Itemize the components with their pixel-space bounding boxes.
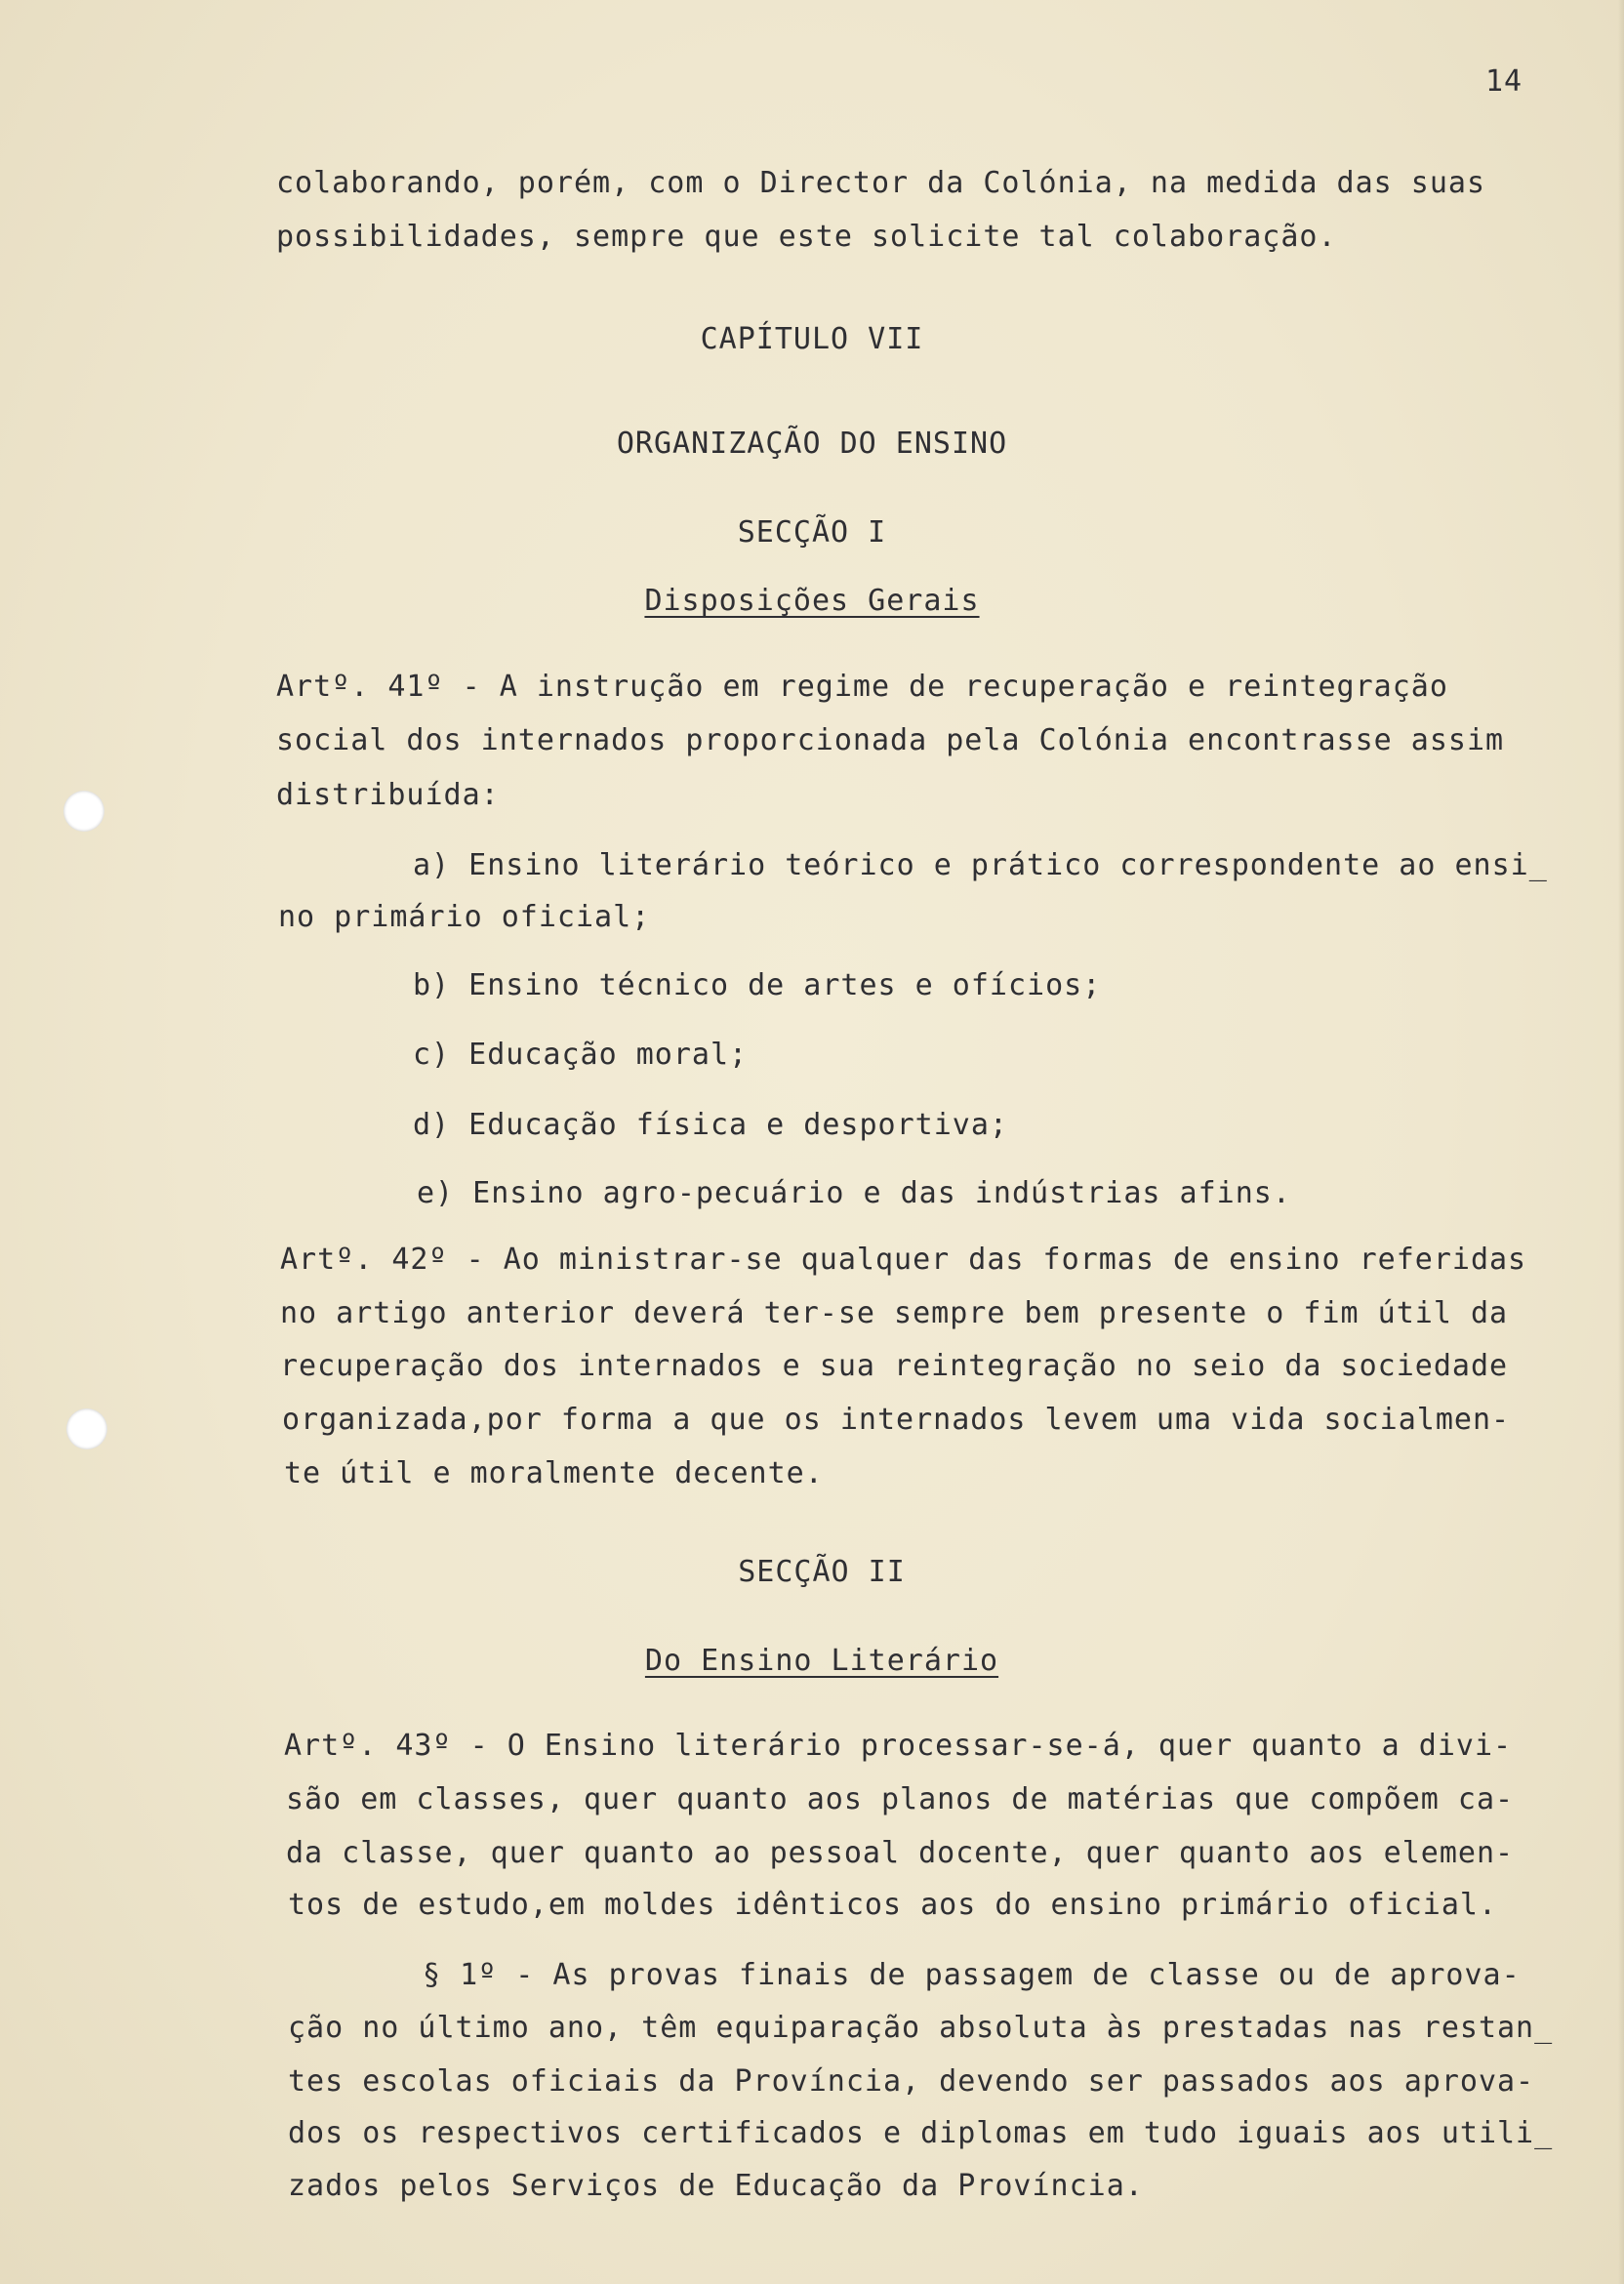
paragraph-1-line: ção no último ano, têm equiparação absoluta às prestadas nas restan_ <box>288 2011 1554 2045</box>
list-item: no primário oficial; <box>278 900 651 934</box>
list-item: a) Ensino literário teórico e prático correspondente ao ensi_ <box>413 848 1548 882</box>
punch-hole-icon <box>66 1408 107 1449</box>
article-42-line: no artigo anterior deverá ter-se sempre bem presente o fim útil da <box>280 1296 1509 1330</box>
section-subtitle: Do Ensino Literário <box>644 1644 999 1678</box>
paragraph-1-line: zados pelos Serviços de Educação da Província. <box>288 2169 1144 2203</box>
chapter-heading: CAPÍTULO VII <box>700 322 924 356</box>
list-item: c) Educação moral; <box>413 1038 749 1072</box>
article-41-line: Artº. 41º - A instrução em regime de recuperação e reintegração <box>276 670 1448 704</box>
section-heading: SECÇÃO I <box>737 515 887 550</box>
list-item: e) Ensino agro-pecuário e das indústrias afins. <box>417 1176 1291 1210</box>
section-heading: SECÇÃO II <box>738 1555 906 1589</box>
article-41-line: distribuída: <box>276 778 500 812</box>
chapter-title: ORGANIZAÇÃO DO ENSINO <box>616 427 1008 461</box>
article-42-line: organizada,por forma a que os internados levem uma vida socialmen- <box>282 1403 1511 1437</box>
article-41-line: social dos internados proporcionada pela Colónia encontrasse assim <box>276 723 1505 757</box>
list-item: d) Educação física e desportiva; <box>413 1108 1008 1142</box>
article-42-line: recuperação dos internados e sua reintegração no seio da sociedade <box>280 1349 1509 1383</box>
article-43-line: são em classes, quer quanto aos planos de matérias que compõem ca- <box>286 1782 1515 1816</box>
punch-hole-icon <box>63 791 104 832</box>
text-line: colaborando, porém, com o Director da Colónia, na medida das suas <box>276 166 1485 200</box>
article-42-line: Artº. 42º - Ao ministrar-se qualquer das formas de ensino referidas <box>280 1243 1527 1277</box>
text-line: possibilidades, sempre que este solicite tal colaboração. <box>276 220 1337 254</box>
paragraph-1-line: dos os respectivos certificados e diplomas em tudo iguais aos utili_ <box>288 2116 1554 2150</box>
article-43-line: da classe, quer quanto ao pessoal docente, quer quanto aos elemen- <box>286 1836 1515 1870</box>
section-subtitle: Disposições Gerais <box>644 584 980 618</box>
paragraph-1-line: tes escolas oficiais da Província, devendo ser passados aos aprova- <box>288 2064 1535 2099</box>
article-43-line: Artº. 43º - O Ensino literário processar-se-á, quer quanto a divi- <box>284 1729 1513 1763</box>
paragraph-1-line: § 1º - As provas finais de passagem de classe ou de aprova- <box>423 1958 1521 1992</box>
list-item: b) Ensino técnico de artes e ofícios; <box>413 968 1102 1002</box>
article-42-line: te útil e moralmente decente. <box>284 1456 824 1490</box>
article-43-line: tos de estudo,em moldes idênticos aos do ensino primário oficial. <box>288 1888 1497 1922</box>
page-number: 14 <box>1485 64 1523 99</box>
